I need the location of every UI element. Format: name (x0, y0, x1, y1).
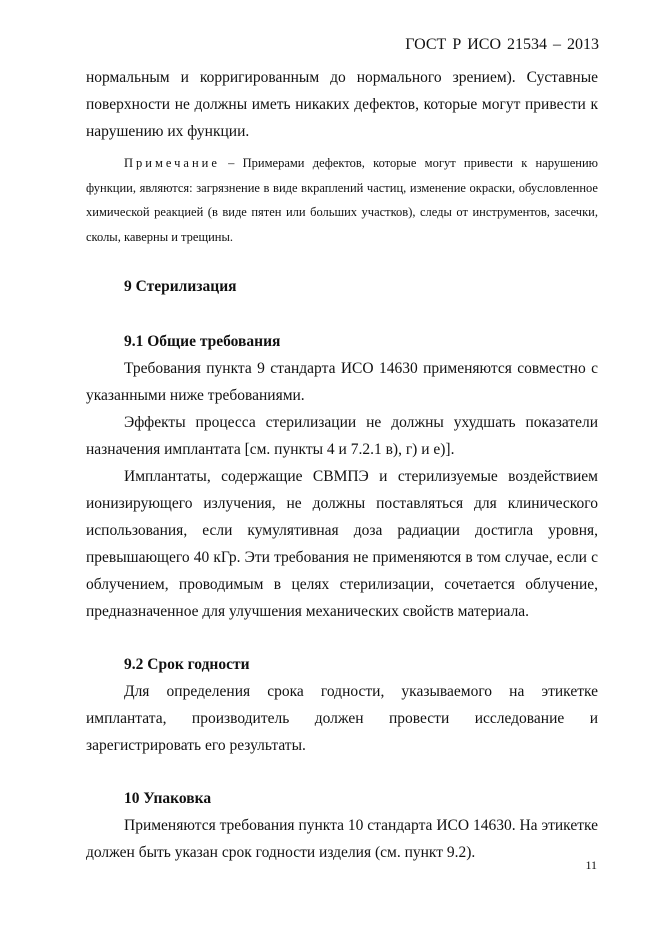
page-content (86, 64, 598, 866)
section-9-1-paragraph-3: Имплантаты, содержащие СВМПЭ и стерилизуемые воздействием ионизирующего излучения, не должны поставляться для клинического использования, если кумулятивная доза радиации достигла уровня, превышающего 40 кГр. Эти требования не применяются в том случае, если с облучением, проводимым в целях стерилизации, сочетается облучение, предназначенное для улучшения механических свойств материала. (86, 468, 598, 620)
section-9-1-paragraph-2: Эффекты процесса стерилизации не должны ухудшать показатели назначения имплантата [см. пункты 4 и 7.2.1 в), г) и е)]. (86, 414, 598, 458)
note-block (86, 151, 598, 249)
section-9-2-paragraph-1: Для определения срока годности, указываемого на этикетке имплантата, производитель должен провести исследование и зарегистрировать его результаты. (86, 683, 598, 754)
section-9-heading: 9 Стерилизация (124, 278, 237, 295)
page-number: 11 (585, 858, 597, 872)
section-9-1-paragraph-1: Требования пункта 9 стандарта ИСО 14630 применяются совместно с указанными ниже требованиями. (86, 360, 598, 404)
section-9-2-heading: 9.2 Срок годности (124, 656, 250, 673)
note-label: Примечание (124, 156, 220, 170)
document-header: ГОСТ Р ИСО 21534 – 2013 (405, 36, 599, 53)
section-9-1-heading: 9.1 Общие требования (124, 333, 281, 350)
note-text: – Примерами дефектов, которые могут привести к нарушению функции, являются: загрязнение в виде вкраплений частиц, изменение окраски, обусловленное химической реакцией (в виде пятен или больших участков), следы от инструментов, засечки, сколы, каверны и трещины. (86, 156, 598, 244)
section-10-heading: 10 Упаковка (124, 790, 212, 807)
intro-paragraph: нормальным и корригированным до нормального зрением). Суставные поверхности не должны иметь никаких дефектов, которые могут привести к нарушению их функции. (86, 69, 598, 140)
section-10-paragraph-1: Применяются требования пункта 10 стандарта ИСО 14630. На этикетке должен быть указан срок годности изделия (см. пункт 9.2). (86, 817, 598, 861)
